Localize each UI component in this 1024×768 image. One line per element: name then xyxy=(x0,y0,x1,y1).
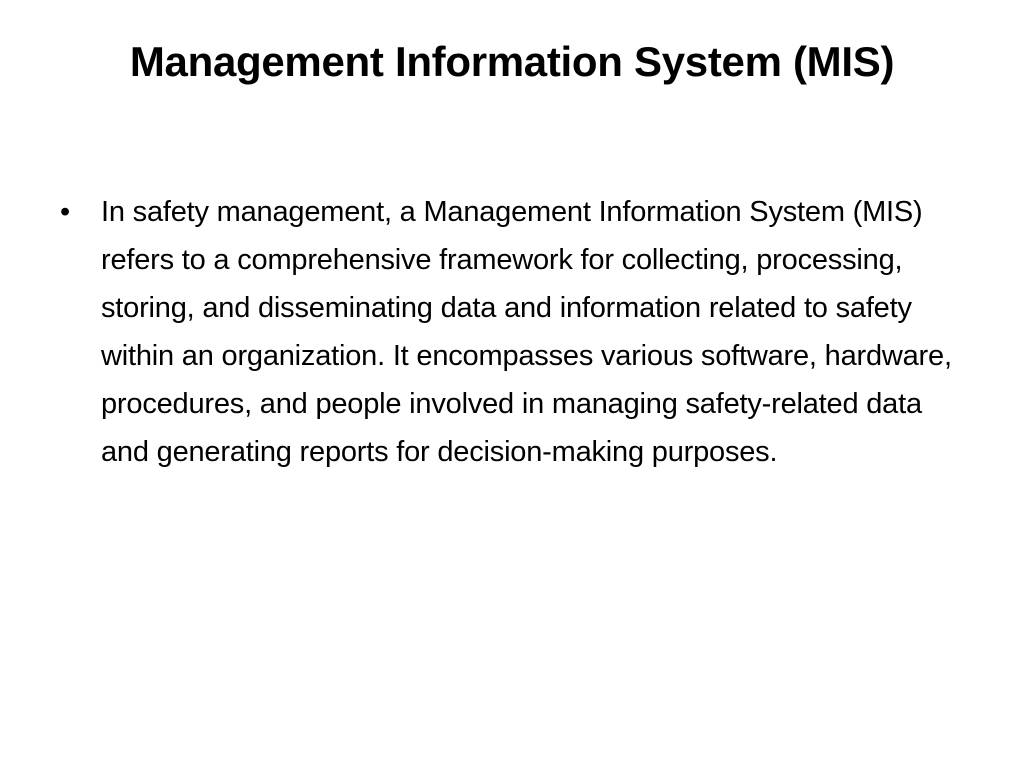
slide-title: Management Information System (MIS) xyxy=(129,38,895,85)
bullet-text: In safety management, a Management Information System (MIS) refers to a comprehensive framework for collecting, processing, storing, and disseminating data and information related to safety within an organization. It encompasses various software, hardware, procedures, and people involved in managing safety-related data and generating reports for decision-making purposes. xyxy=(101,196,952,468)
bullet-list xyxy=(60,188,960,476)
bullet-marker: • xyxy=(60,196,70,228)
bullet-item xyxy=(60,188,960,476)
